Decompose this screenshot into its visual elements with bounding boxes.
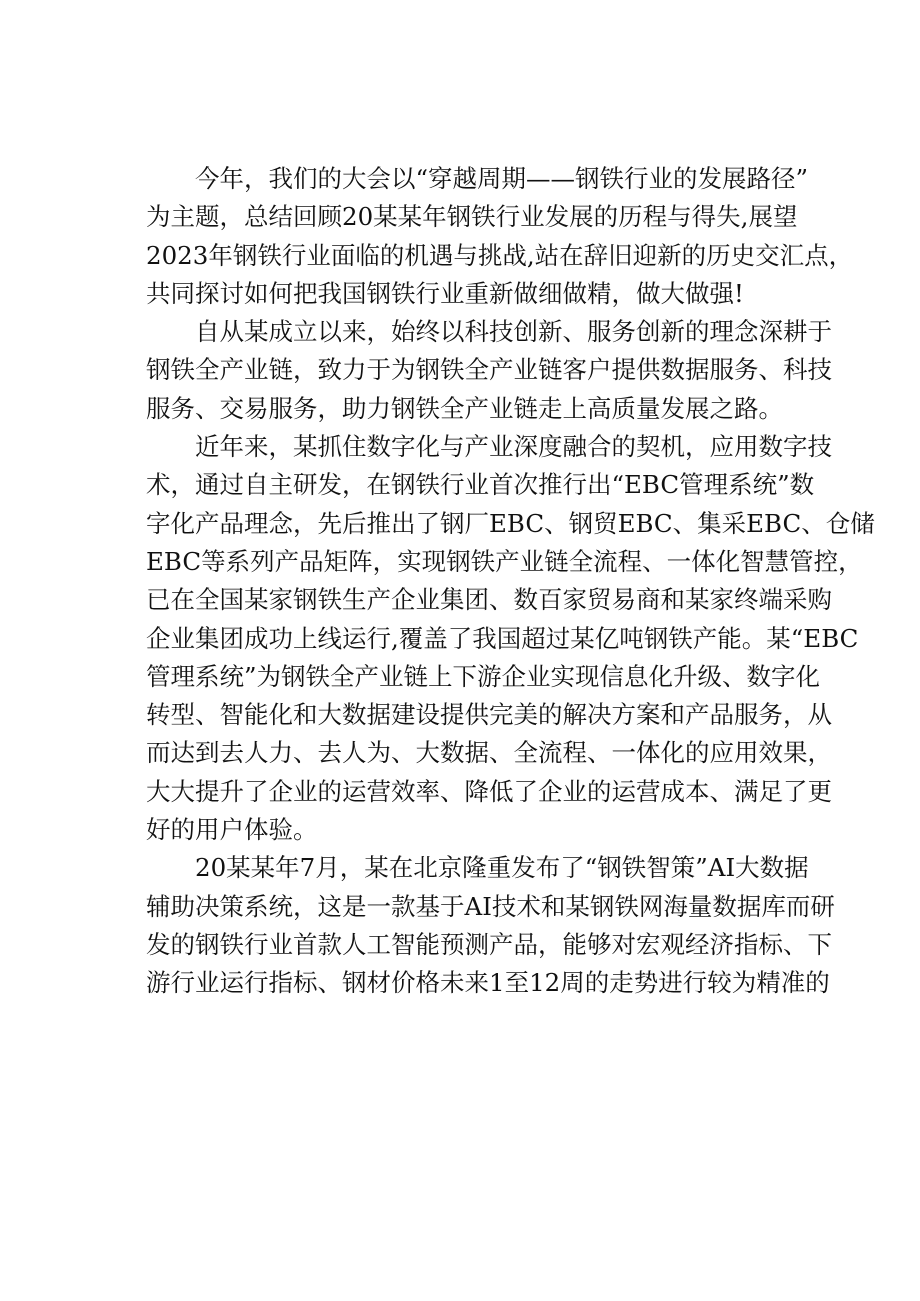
text-line: 企业集团成功上线运行,覆盖了我国超过某亿吨钢铁产能。某“EBC (146, 623, 859, 653)
text-line: 好的用户体验。 (146, 815, 318, 845)
text-line: 为主题，总结回顾20某某年钢铁行业发展的历程与得失,展望 (146, 202, 798, 232)
text-line: 转型、智能化和大数据建设提供完美的解决方案和产品服务，从 (146, 700, 832, 730)
text-line: 2023年钢铁行业面临的机遇与挑战,站在辞旧迎新的历史交汇点， (146, 240, 854, 270)
text-line: 而达到去人力、去人为、大数据、全流程、一体化的应用效果， (146, 738, 832, 768)
text-line: 管理系统”为钢铁全产业链上下游企业实现信息化升级、数字化 (146, 661, 821, 691)
paragraph (146, 428, 875, 849)
text-line: EBC等系列产品矩阵，实现钢铁产业链全流程、一体化智慧管控， (146, 546, 863, 576)
text-line: 大大提升了企业的运营效率、降低了企业的运营成本、满足了更 (146, 776, 832, 806)
paragraph (146, 849, 835, 1002)
text-line: 近年来，某抓住数字化与产业深度融合的契机，应用数字技 (195, 432, 832, 462)
text-line: 字化产品理念，先后推出了钢厂EBC、钢贸EBC、集采EBC、仓储 (146, 508, 875, 538)
text-line: 服务、交易服务，助力钢铁全产业链走上高质量发展之路。 (146, 393, 783, 423)
text-line: 钢铁全产业链，致力于为钢铁全产业链客户提供数据服务、科技 (146, 355, 832, 385)
document-body (146, 160, 875, 1003)
text-line: 术，通过自主研发，在钢铁行业首次推行出“EBC管理系统”数 (146, 470, 815, 500)
text-line: 自从某成立以来，始终以科技创新、服务创新的理念深耕于 (195, 317, 832, 347)
text-line: 辅助决策系统，这是一款基于AI技术和某钢铁网海量数据库而研 (146, 891, 835, 921)
text-line: 共同探讨如何把我国钢铁行业重新做细做精，做大做强! (146, 278, 744, 308)
text-line: 20某某年7月，某在北京隆重发布了“钢铁智策”AI大数据 (195, 853, 809, 883)
paragraph (146, 160, 854, 313)
text-line: 游行业运行指标、钢材价格未来1至12周的走势进行较为精准的 (146, 968, 830, 998)
text-line: 已在全国某家钢铁生产企业集团、数百家贸易商和某家终端采购 (146, 585, 832, 615)
text-line: 今年，我们的大会以“穿越周期——钢铁行业的发展路径” (195, 164, 809, 193)
paragraph (146, 313, 832, 428)
text-line: 发的钢铁行业首款人工智能预测产品，能够对宏观经济指标、下 (146, 929, 832, 959)
